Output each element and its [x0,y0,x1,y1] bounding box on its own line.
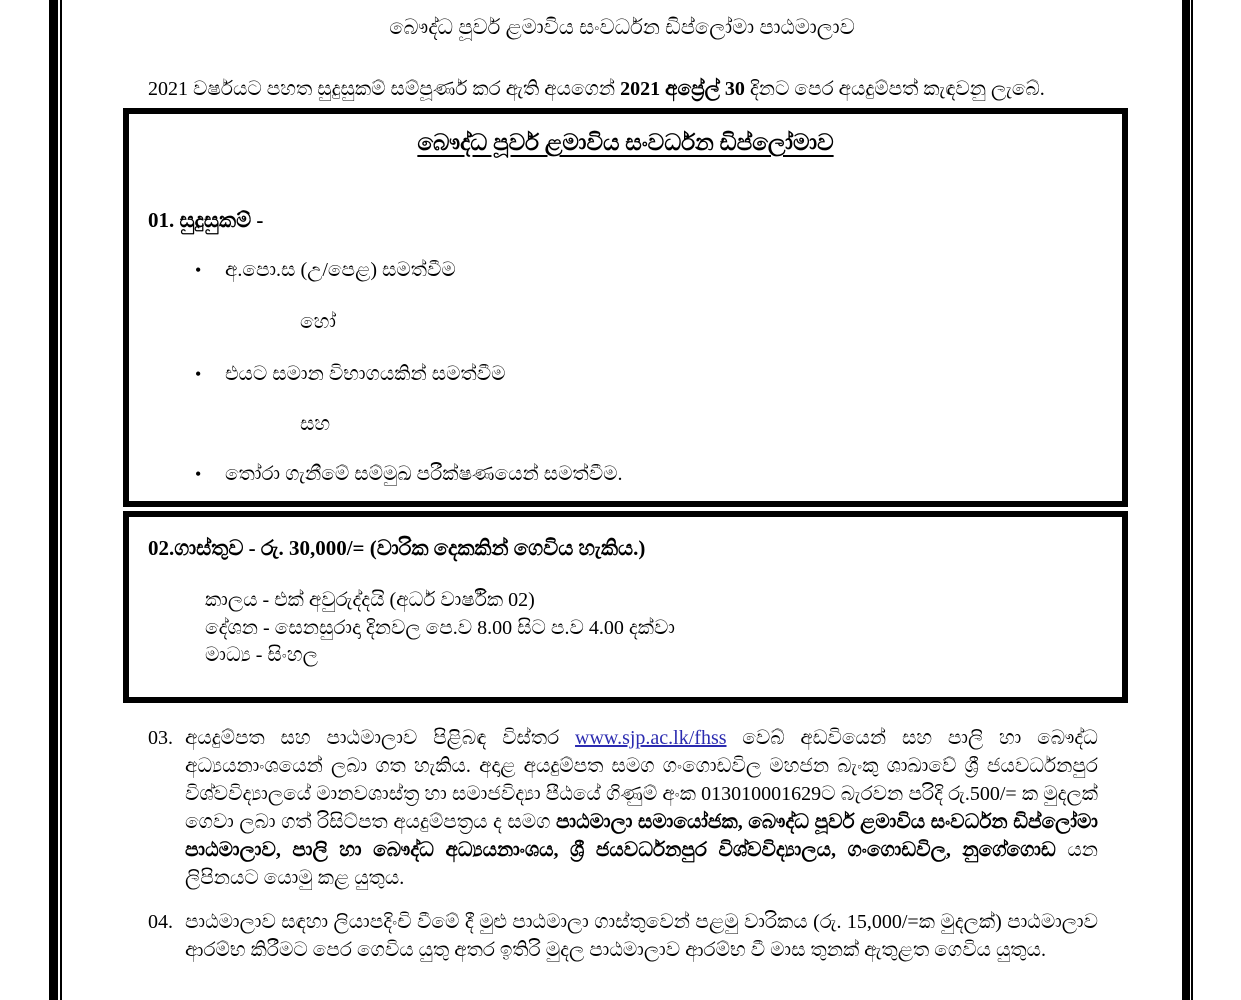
paragraph-03-end: යන ලිපිනයට යොමු කළ යුතුය. [185,839,1098,889]
bullet-icon: • [195,260,202,280]
qualifications-label: 01. සුදුසුකම් - [148,208,264,232]
qualification-text: අ.පො.ස (උ/පෙළ) සමත්වීම [225,259,456,281]
qualification-text: එයට සමාන විභාගයකින් සමත්වීම [225,363,506,385]
diploma-box-heading-text: බෞද්ධ පූර්ව ළමාවිය සංවර්ධන ඩිප්ලෝමාව [417,130,834,155]
qualification-text: තෝරා ගැනීමේ සම්මුඛ පරීක්ෂණයෙන් සමත්වීම. [225,463,623,485]
fee-details [205,587,1122,670]
qualification-item [195,256,1122,284]
paragraph-04-text: පාඨමාලාව සඳහා ලියාපදිංචි වීමේ දී මුළු පාඨමාලා ගාස්තුවෙන් පළමු වාරිකය (රු. 15,000/=ක මුදලක්) පාඨමාලාව ආරම්භ කිරීමට පෙර ගෙවිය යුතු අතර ඉතිරි මුදල පාඨමාලාව ආරම්භ වී මාස තුනක් ඇතුළත ගෙවිය යුතුය. [185,911,1098,961]
fee-box [123,511,1128,703]
intro-text-after: දිනට පෙර අයදුම්පත් කැඳවනු ලැබේ. [744,78,1045,100]
paragraph-03-before-link: අයදුම්පත සහ පාඨමාලාව පිළිබඳ විස්තර [185,727,576,749]
fee-detail-medium: මාධ්‍ය - සිංහල [205,644,318,666]
qualification-item [195,360,1122,388]
fee-heading: 02.ගාස්තුව - රු. 30,000/= (වාරික දෙකකින් ගෙවිය හැකිය.) [148,536,646,560]
intro-sentence [148,74,1108,104]
intro-closing-date: 2021 අප්‍රේල් 30 [620,78,745,100]
paragraph-04-number: 04. [148,911,173,933]
intro-text-before: 2021 වර්ෂයට පහත සුදුසුකම් සම්පූර්ණ කර ඇති අයගෙන් [148,78,621,100]
fee-detail-duration: කාලය - එක් අවුරුද්දයි (අර්ධ වාර්ෂික 02) [205,589,535,611]
page-border-left-thin [60,0,62,1000]
website-link[interactable]: www.sjp.ac.lk/fhss [575,727,727,749]
fee-detail-lectures: දේශන - සෙනසුරාදා දිනවල පෙ.ව 8.00 සිට ප.ව 4.00 දක්වා [205,616,675,639]
document-title: බෞද්ධ පූර්ව ළමාවිය සංවර්ධන ඩිප්ලෝමා පාඨමාලාව [389,15,855,39]
qualification-connector-and: සහ [300,413,331,435]
bullet-icon: • [195,364,202,384]
bullet-icon: • [195,464,202,484]
page-border-right-thick [1182,0,1190,1000]
qualification-item [195,460,1122,488]
page-border-right-thin [1191,0,1193,1000]
paragraph-03-number: 03. [148,727,173,749]
qualification-connector-or: හෝ [300,311,336,333]
paragraph-03 [148,724,1098,892]
paragraph-03-text [185,724,1098,892]
postal-address-bold: පාඨමාලා සමායෝජක, බෞද්ධ පූර්ව ළමාවිය සංවර්ධන ඩිප්ලෝමා පාඨමාලාව, පාලි හා බෞද්ධ අධ්‍යයනාංශය, ශ්‍රී ජයවර්ධනපුර විශ්වවිද්‍යාලය, ගංගොඩවිල, නුගේගොඩ [185,811,1098,861]
diploma-box [123,108,1128,507]
page-border-left-thick [49,0,58,1000]
diploma-box-heading [129,128,1122,158]
paragraph-03-after-link: වෙබ් අඩවියෙන් සහ පාලි හා බෞද්ධ අධ්‍යයනාංශයෙන් ලබා ගත හැකිය. අදාළ අයදුම්පත සමග ගංගොඩවිල මහජන බැංකු ශාඛාවේ ශ්‍රී ජයවර්ධනපුර විශ්වවිද්‍යාලයේ මානවශාස්ත්‍ර හා සමාජවිද්‍යා පීඨයේ ගිණුම් අංක 013010001629ට බැරවන පරිදි රු.500/= ක මුදලක් ගෙවා ලබා ගත් රිසිට්පත අයදුම්පත්‍රය ද සමග [185,727,1098,833]
paragraph-04 [148,908,1098,964]
